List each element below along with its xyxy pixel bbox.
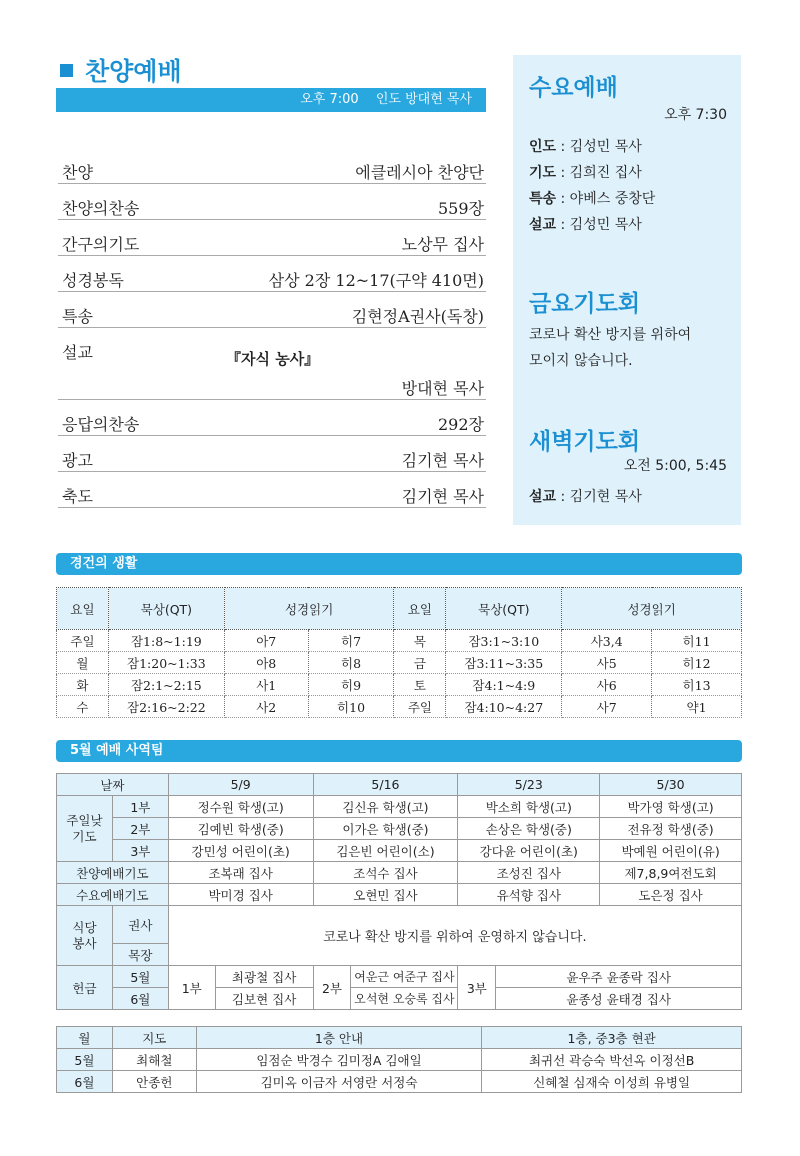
wed-line: 인도 : 김성민 목사 [529,139,642,155]
dining-label: 식당 봉사 [57,906,113,966]
devotion-cell: 잠4:10~4:27 [446,696,562,718]
dawn-title: 새벽기도회 [529,429,641,455]
order-row [58,256,486,292]
order-value: 에클레시아 찬양단 [355,163,484,182]
sunday-prayer-label: 주일낮 기도 [57,796,113,862]
wed-line: 설교 : 김성민 목사 [529,217,642,233]
devotion-title: 경건의 생활 [56,553,742,575]
devotion-cell: 잠1:20~1:33 [108,652,224,674]
fri-line-2: 모이지 않습니다. [529,353,633,369]
devotion-cell: 수 [57,696,109,718]
devotion-row [57,630,742,652]
name-cell: 조복래 집사 [168,862,313,884]
guide-floor1: 임점순 박경수 김미정A 김애일 [196,1049,482,1071]
name-cell: 강다윤 어린이(초) [458,840,600,862]
devotion-cell: 아7 [224,630,308,652]
name-cell: 김신유 학생(고) [313,796,458,818]
guide-entrance: 신혜철 심재숙 이성희 유병일 [482,1071,742,1093]
devotion-cell: 아8 [224,652,308,674]
devotion-cell: 화 [57,674,109,696]
guide-month: 5월 [57,1049,113,1071]
order-row [58,436,486,472]
name-cell: 오석현 오숭록 집사 [351,988,458,1010]
guide-header: 월 [57,1027,113,1049]
guide-floor1: 김미옥 이금자 서영란 서정숙 [196,1071,482,1093]
guide-table [56,1026,742,1093]
name-cell: 제7,8,9여전도회 [600,862,742,884]
fri-title: 금요기도회 [529,291,641,317]
dawn-time: 오전 5:00, 5:45 [623,458,727,474]
offering-label: 헌금 [57,966,113,1010]
order-row [58,148,486,184]
square-bullet-icon [60,64,73,77]
devotion-cell: 사5 [562,652,652,674]
order-value: 삼상 2장 12~17(구약 410면) [268,271,484,290]
devotion-cell: 주일 [394,696,446,718]
devotion-cell: 잠1:8~1:19 [108,630,224,652]
devotion-cell: 사1 [224,674,308,696]
devotion-cell: 히9 [308,674,394,696]
part-label: 3부 [458,966,496,1010]
order-value: 292장 [438,415,484,434]
devotion-cell: 히12 [652,652,742,674]
name-cell: 전유정 학생(중) [600,818,742,840]
name-cell: 윤우주 윤종락 집사 [496,966,742,988]
wed-time: 오후 7:30 [664,107,727,123]
worship-info-bar: 오후 7:00 인도 방대현 목사 [56,88,486,112]
part-label: 2부 [112,818,168,840]
order-row [58,220,486,256]
date-cell: 5/9 [168,774,313,796]
devotion-header-reading: 성경읽기 [224,588,394,630]
order-label: 축도 [62,487,93,506]
devotion-cell: 잠2:16~2:22 [108,696,224,718]
wed-line: 기도 : 김희진 집사 [529,165,642,181]
order-label: 특송 [62,307,93,326]
devotion-row [57,696,742,718]
devotion-cell: 주일 [57,630,109,652]
devotion-cell: 약1 [652,696,742,718]
devotion-cell: 히8 [308,652,394,674]
sermon-title: 『자식 농사』 [226,350,320,368]
praise-prayer-label: 찬양예배기도 [57,862,169,884]
date-label: 날짜 [57,774,169,796]
month-label: 6월 [112,988,168,1010]
month-label: 5월 [112,966,168,988]
devotion-cell: 금 [394,652,446,674]
devotion-table [56,587,742,718]
devotion-cell: 잠4:1~4:9 [446,674,562,696]
guide-leader: 최해철 [112,1049,196,1071]
devotion-cell: 잠3:11~3:35 [446,652,562,674]
dining-notice: 코로나 확산 방지를 위하여 운영하지 않습니다. [168,906,741,966]
date-cell: 5/16 [313,774,458,796]
devotion-cell: 사6 [562,674,652,696]
order-label: 찬양의찬송 [62,199,140,218]
order-row [58,292,486,328]
part-label: 3부 [112,840,168,862]
ministry-table [56,773,742,1010]
devotion-cell: 잠3:1~3:10 [446,630,562,652]
devotion-header-day: 요일 [394,588,446,630]
devotion-cell: 사3,4 [562,630,652,652]
order-value: 김기현 목사 [401,451,484,470]
dining-row-label: 목장 [112,944,168,966]
guide-header: 1층 안내 [196,1027,482,1049]
order-value: 노상무 집사 [401,235,484,254]
name-cell: 손상은 학생(중) [458,818,600,840]
part-label: 1부 [112,796,168,818]
devotion-row [57,674,742,696]
devotion-cell: 히11 [652,630,742,652]
devotion-header-reading: 성경읽기 [562,588,742,630]
guide-leader: 안종헌 [112,1071,196,1093]
name-cell: 이가은 학생(중) [313,818,458,840]
devotion-header-qt: 묵상(QT) [446,588,562,630]
dining-row-label: 권사 [112,906,168,944]
guide-month: 6월 [57,1071,113,1093]
name-cell: 조성진 집사 [458,862,600,884]
devotion-cell: 히10 [308,696,394,718]
name-cell: 박미경 집사 [168,884,313,906]
devotion-cell: 목 [394,630,446,652]
devotion-cell: 사2 [224,696,308,718]
name-cell: 조석수 집사 [313,862,458,884]
fri-line-1: 코로나 확산 방지를 위하여 [529,327,692,343]
order-label: 응답의찬송 [62,415,140,434]
part-label: 1부 [168,966,215,1010]
order-value: 방대현 목사 [401,379,484,398]
name-cell: 박예원 어린이(유) [600,840,742,862]
name-cell: 강민성 어린이(초) [168,840,313,862]
order-label: 설교 [62,343,93,362]
guide-header: 1층, 중3층 현관 [482,1027,742,1049]
name-cell: 박가영 학생(고) [600,796,742,818]
devotion-header-qt: 묵상(QT) [108,588,224,630]
order-label: 찬양 [62,163,93,182]
devotion-cell: 사7 [562,696,652,718]
name-cell: 정수원 학생(고) [168,796,313,818]
name-cell: 박소희 학생(고) [458,796,600,818]
order-label: 광고 [62,451,93,470]
order-row [58,328,486,400]
order-row [58,184,486,220]
devotion-cell: 월 [57,652,109,674]
guide-header: 지도 [112,1027,196,1049]
devotion-cell: 잠2:1~2:15 [108,674,224,696]
order-label: 성경봉독 [62,271,124,290]
name-cell: 여운근 여준구 집사 [351,966,458,988]
side-panel [513,55,741,525]
wed-prayer-label: 수요예배기도 [57,884,169,906]
name-cell: 오현민 집사 [313,884,458,906]
devotion-cell: 히13 [652,674,742,696]
part-label: 2부 [313,966,351,1010]
order-label: 간구의기도 [62,235,140,254]
date-cell: 5/30 [600,774,742,796]
date-cell: 5/23 [458,774,600,796]
order-value: 559장 [438,199,484,218]
order-row [58,472,486,508]
name-cell: 최광철 집사 [215,966,313,988]
name-cell: 도은정 집사 [600,884,742,906]
guide-entrance: 최귀선 곽승숙 박선옥 이정선B [482,1049,742,1071]
ministry-title: 5월 예배 사역팀 [56,740,742,762]
order-value: 김현정A권사(독창) [351,307,484,326]
name-cell: 김은빈 어린이(소) [313,840,458,862]
devotion-header-day: 요일 [57,588,109,630]
order-value: 김기현 목사 [401,487,484,506]
name-cell: 윤종성 윤태경 집사 [496,988,742,1010]
name-cell: 김예빈 학생(중) [168,818,313,840]
worship-title: 찬양예배 [60,52,182,88]
dawn-sermon: 설교 : 김기현 목사 [529,489,642,505]
devotion-row [57,652,742,674]
devotion-cell: 히7 [308,630,394,652]
devotion-cell: 토 [394,674,446,696]
order-row [58,400,486,436]
name-cell: 유석향 집사 [458,884,600,906]
name-cell: 김보현 집사 [215,988,313,1010]
wed-title: 수요예배 [529,75,618,101]
wed-line: 특송 : 야베스 중창단 [529,191,656,207]
